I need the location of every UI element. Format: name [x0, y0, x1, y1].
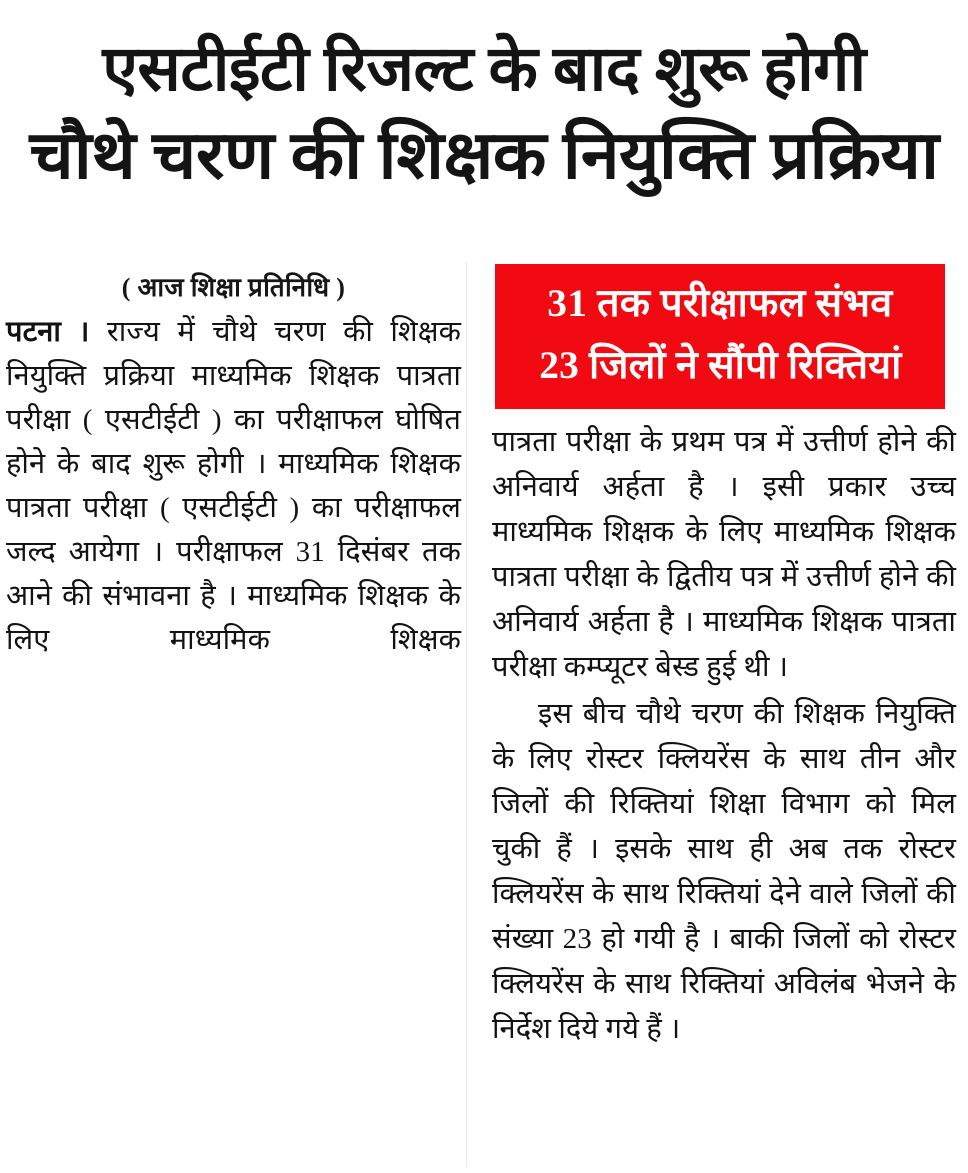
headline-line-2: चौथे चरण की शिक्षक नियुक्ति प्रक्रिया [29, 119, 939, 193]
lead-paragraph-text: राज्य में चौथे चरण की शिक्षक नियुक्ति प्रक्रिया माध्यमिक शिक्षक पात्रता परीक्षा ( एसटीईटी ) का परीक्षाफल घोषित होने के बाद शुरू होगी । माध्यमिक शिक्षक पात्रता परीक्षा ( एसटीईटी ) का परीक्षाफल जल्द आयेगा । परीक्षाफल 31 दिसंबर तक आने की संभावना है । माध्यमिक शिक्षक के लिए माध्यमिक शिक्षक [6, 316, 461, 656]
byline: ( आज शिक्षा प्रतिनिधि ) [121, 273, 346, 302]
highlight-box-line-1: 31 तक परीक्षाफल संभव [547, 281, 893, 325]
lead-paragraph [6, 310, 461, 662]
body-paragraph-2: इस बीच चौथे चरण की शिक्षक नियुक्ति के लिए रोस्टर क्लियरेंस के साथ तीन और जिलों की रिक्तियां शिक्षा विभाग को मिल चुकी हैं । इसके साथ ही अब तक रोस्टर क्लियरेंस के साथ रिक्तियां देने वाले जिलों की संख्या 23 हो गयी है । बाकी जिलों को रोस्टर क्लियरेंस के साथ रिक्तियां अविलंब भेजने के निर्देश दिये गये हैं । [492, 698, 956, 1045]
left-column [6, 268, 461, 662]
column-divider [466, 262, 467, 1167]
dateline: पटना । [6, 316, 90, 348]
article-headline [0, 26, 968, 200]
headline-line-1: एसटीईटी रिजल्ट के बाद शुरू होगी [102, 34, 866, 104]
body-paragraph-1: पात्रता परीक्षा के प्रथम पत्र में उत्तीर्ण होने की अनिवार्य अर्हता है । इसी प्रकार उच्च माध्यमिक शिक्षक के लिए माध्यमिक शिक्षक पात्रता परीक्षा के द्वितीय पत्र में उत्तीर्ण होने की अनिवार्य अर्हता है । माध्यमिक शिक्षक पात्रता परीक्षा कम्प्यूटर बेस्ड हुई थी । [492, 426, 956, 683]
right-column [492, 420, 956, 1052]
highlight-box-line-2: 23 जिलों ने सौंपी रिक्तियां [538, 343, 902, 387]
highlight-box [495, 264, 945, 409]
